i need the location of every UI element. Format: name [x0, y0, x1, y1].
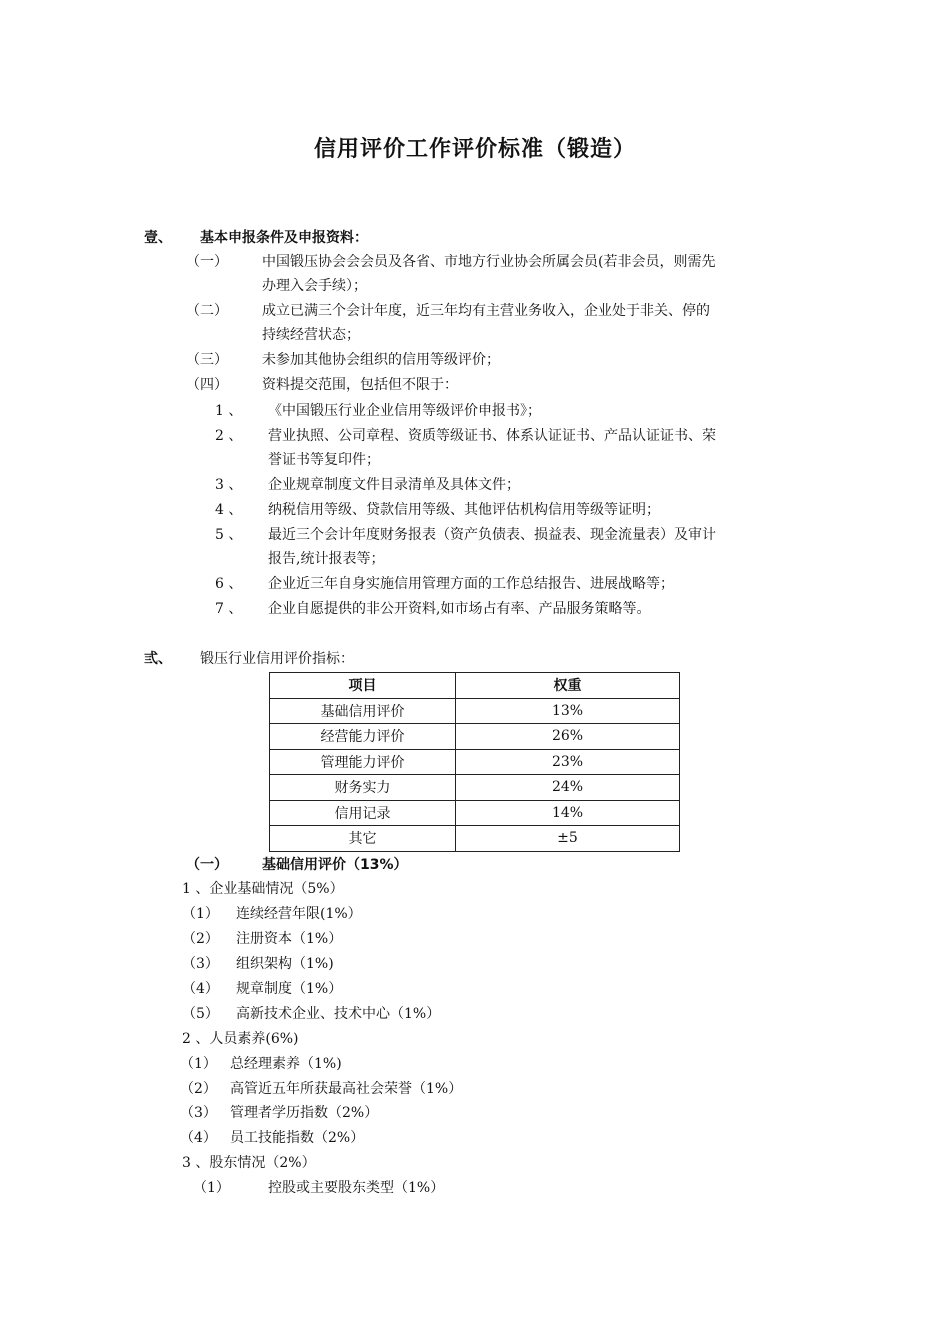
table-cell-item: 其它: [270, 826, 456, 852]
sub-4-line-1: 纳税信用等级、贷款信用等级、其他评估机构信用等级等证明；: [268, 502, 660, 518]
item-3-marker: （三）: [186, 352, 228, 368]
table-row: [270, 826, 680, 852]
table-cell-item: 经营能力评价: [270, 724, 456, 750]
table-row: [270, 749, 680, 775]
group-1-item-5-text: 高新技术企业、技术中心（1%）: [236, 1006, 441, 1022]
group-3-heading: 3 、股东情况（2%）: [182, 1155, 316, 1171]
subsection-1-marker: （一）: [186, 857, 228, 873]
group-1-item-3-marker: （3）: [182, 956, 219, 972]
group-2-item-4-marker: （4）: [180, 1130, 217, 1146]
table-cell-weight: ±5: [456, 826, 680, 852]
group-1-item-1-marker: （1）: [182, 906, 219, 922]
table-cell-weight: 24%: [456, 775, 680, 801]
sub-4-marker: 4 、: [215, 502, 243, 518]
table-cell-item: 管理能力评价: [270, 749, 456, 775]
table-header-row: [270, 673, 680, 699]
table-row: [270, 724, 680, 750]
group-1-item-4-marker: （4）: [182, 981, 219, 997]
sub-3-line-1: 企业规章制度文件目录清单及具体文件；: [268, 477, 520, 493]
page-title: 信用评价工作评价标准（锻造）: [313, 137, 636, 162]
group-2-item-2-marker: （2）: [180, 1081, 217, 1097]
subsection-1-heading: 基础信用评价（13%）: [262, 857, 408, 873]
group-2-item-3-text: 管理者学历指数（2%）: [230, 1105, 379, 1121]
sub-1-marker: 1 、: [215, 403, 243, 419]
section-1-heading: 基本申报条件及申报资料：: [200, 230, 368, 246]
group-2-item-3-marker: （3）: [180, 1105, 217, 1121]
group-1-item-4-text: 规章制度（1%）: [236, 981, 343, 997]
group-3-item-1-marker: （1）: [193, 1180, 230, 1196]
table-header-weight: 权重: [456, 673, 680, 699]
group-2-item-1-text: 总经理素养（1%): [230, 1056, 342, 1072]
sub-6-line-1: 企业近三年自身实施信用管理方面的工作总结报告、进展战略等；: [268, 576, 674, 592]
sub-7-line-1: 企业自愿提供的非公开资料,如市场占有率、产品服务策略等。: [268, 601, 651, 617]
table-cell-item: 信用记录: [270, 800, 456, 826]
table-cell-weight: 26%: [456, 724, 680, 750]
item-4-marker: （四）: [186, 377, 228, 393]
sub-6-marker: 6 、: [215, 576, 243, 592]
sub-5-marker: 5 、: [215, 527, 243, 543]
table-cell-item: 财务实力: [270, 775, 456, 801]
group-2-item-4-text: 员工技能指数（2%）: [230, 1130, 365, 1146]
sub-3-marker: 3 、: [215, 477, 243, 493]
sub-5-line-1: 最近三个会计年度财务报表（资产负债表、损益表、现金流量表）及审计: [268, 527, 716, 543]
item-1-marker: （一）: [186, 254, 228, 270]
weights-table: [269, 672, 680, 852]
group-2-heading: 2 、人员素养(6%): [182, 1031, 299, 1047]
group-2-item-2-text: 高管近五年所获最高社会荣誉（1%）: [230, 1081, 463, 1097]
table-row: [270, 698, 680, 724]
table-cell-weight: 13%: [456, 698, 680, 724]
item-3-line-1: 未参加其他协会组织的信用等级评价；: [262, 352, 500, 368]
section-2-heading: 锻压行业信用评价指标：: [200, 651, 354, 667]
sub-2-line-2: 誉证书等复印件；: [268, 452, 380, 468]
group-3-item-1-text: 控股或主要股东类型（1%）: [268, 1180, 445, 1196]
table-cell-item: 基础信用评价: [270, 698, 456, 724]
table-cell-weight: 14%: [456, 800, 680, 826]
item-4-line-1: 资料提交范围，包括但不限于：: [262, 377, 458, 393]
group-1-item-2-marker: （2）: [182, 931, 219, 947]
group-1-heading: 1 、企业基础情况（5%）: [182, 881, 344, 897]
item-1-line-1: 中国锻压协会会会员及各省、市地方行业协会所属会员(若非会员，则需先: [262, 254, 716, 270]
item-1-line-2: 办理入会手续）；: [262, 278, 367, 294]
table-row: [270, 775, 680, 801]
group-1-item-2-text: 注册资本（1%）: [236, 931, 343, 947]
item-2-line-1: 成立已满三个会计年度，近三年均有主营业务收入，企业处于非关、停的: [262, 303, 710, 319]
section-2-number: 弎、: [144, 651, 172, 667]
sub-1-line-1: 《中国锻压行业企业信用等级评价申报书》；: [268, 403, 541, 419]
table-cell-weight: 23%: [456, 749, 680, 775]
item-2-line-2: 持续经营状态；: [262, 327, 360, 343]
group-1-item-5-marker: （5）: [182, 1006, 219, 1022]
sub-2-line-1: 营业执照、公司章程、资质等级证书、体系认证证书、产品认证证书、荣: [268, 428, 716, 444]
group-1-item-1-text: 连续经营年限(1%）: [236, 906, 362, 922]
group-1-item-3-text: 组织架构（1%): [236, 956, 334, 972]
item-2-marker: （二）: [186, 303, 228, 319]
table-header-item: 项目: [270, 673, 456, 699]
sub-2-marker: 2 、: [215, 428, 243, 444]
sub-5-line-2: 报告,统计报表等；: [268, 551, 385, 567]
table-row: [270, 800, 680, 826]
sub-7-marker: 7 、: [215, 601, 243, 617]
section-1-number: 壹、: [144, 230, 172, 246]
group-2-item-1-marker: （1）: [180, 1056, 217, 1072]
